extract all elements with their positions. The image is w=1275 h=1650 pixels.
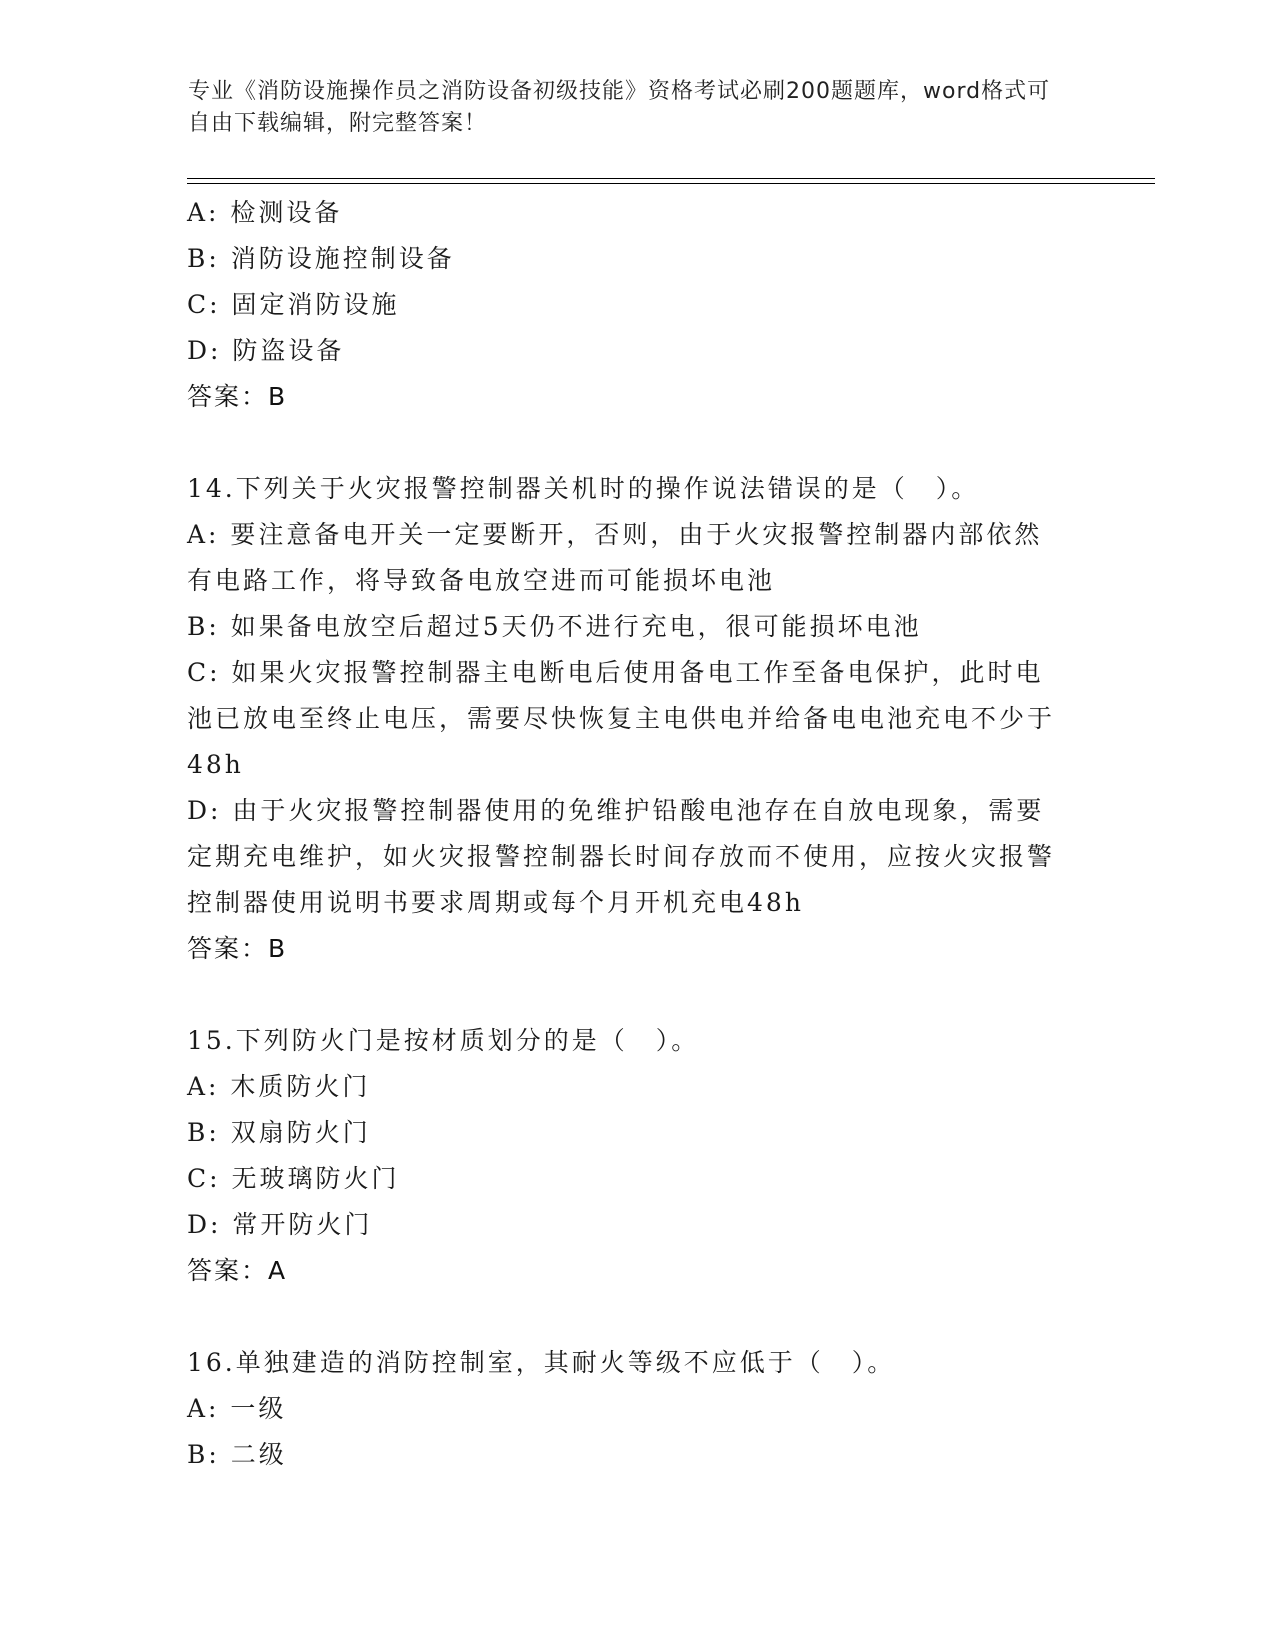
option-a: A: 木质防火门 [187, 1072, 371, 1101]
header-divider [187, 178, 1155, 184]
document-header: 专业《消防设施操作员之消防设备初级技能》资格考试必刷200题题库，word格式可自由下载编辑，附完整答案！ [188, 79, 1051, 136]
option-a: A: 检测设备 [187, 198, 343, 227]
option-b: B: 二级 [187, 1440, 287, 1469]
option-d: D: 防盗设备 [187, 336, 345, 365]
question-stem: 16.单独建造的消防控制室，其耐火等级不应低于（ ）。 [187, 1348, 896, 1377]
question-14 [187, 466, 1067, 972]
option-d: D: 由于火灾报警控制器使用的免维护铅酸电池存在自放电现象，需要定期充电维护，如火灾报警控制器长时间存放而不使用，应按火灾报警控制器使用说明书要求周期或每个月开机充电48h [187, 796, 1056, 917]
question-15 [187, 1018, 1067, 1294]
question-13 [187, 190, 1067, 420]
option-d: D: 常开防火门 [187, 1210, 373, 1239]
option-a: A: 一级 [187, 1394, 287, 1423]
answer-text: 答案：B [187, 382, 288, 411]
question-16 [187, 1340, 1067, 1478]
answer-text: 答案：A [187, 1256, 288, 1285]
option-b: B: 如果备电放空后超过5天仍不进行充电，很可能损坏电池 [187, 612, 922, 641]
option-b: B: 双扇防火门 [187, 1118, 371, 1147]
question-stem: 15.下列防火门是按材质划分的是（ ）。 [187, 1026, 700, 1055]
option-a: A: 要注意备电开关一定要断开，否则，由于火灾报警控制器内部依然有电路工作，将导致备电放空进而可能损坏电池 [187, 520, 1043, 595]
option-c: C: 如果火灾报警控制器主电断电后使用备电工作至备电保护，此时电池已放电至终止电压，需要尽快恢复主电供电并给备电电池充电不少于48h [187, 658, 1056, 779]
question-stem: 14.下列关于火灾报警控制器关机时的操作说法错误的是（ ）。 [187, 474, 980, 503]
question-list [187, 190, 1067, 1478]
option-c: C: 固定消防设施 [187, 290, 400, 319]
option-c: C: 无玻璃防火门 [187, 1164, 400, 1193]
option-b: B: 消防设施控制设备 [187, 244, 455, 273]
answer-text: 答案：B [187, 934, 288, 963]
